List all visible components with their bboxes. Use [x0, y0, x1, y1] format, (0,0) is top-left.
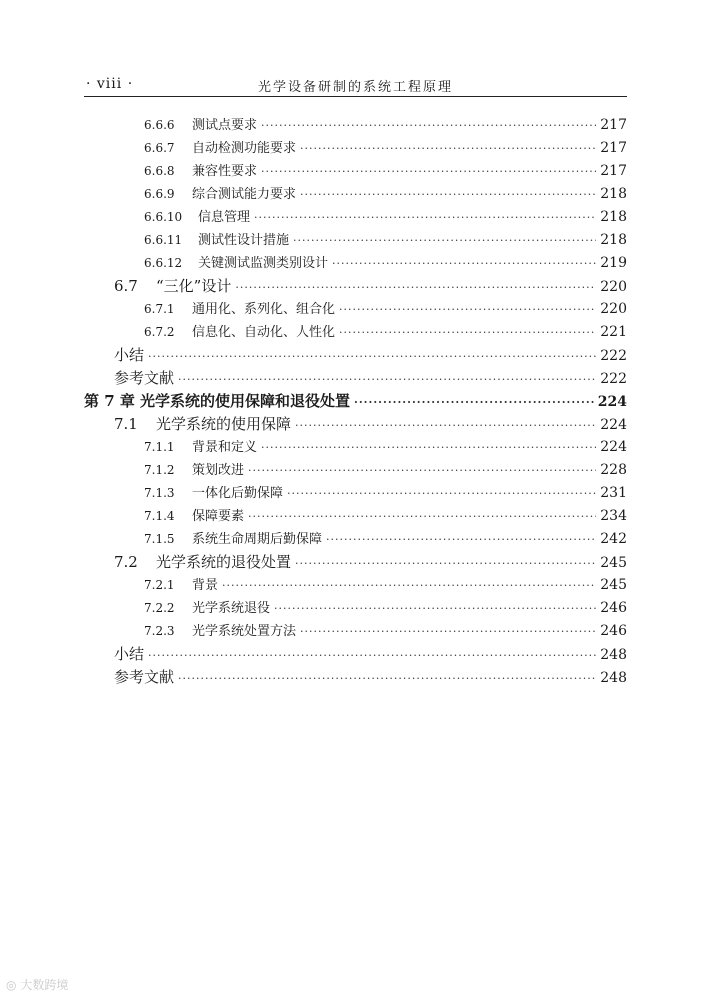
toc-entry-page: 234 [600, 508, 627, 524]
toc-entry-page: 219 [600, 255, 627, 271]
toc-entry-number: 6.6.9 [144, 187, 175, 201]
dot-leader [261, 119, 596, 132]
toc-entry-page: 217 [600, 163, 627, 179]
toc-entry[interactable] [84, 160, 627, 182]
toc-entry-number: 6.7 [114, 277, 138, 295]
toc-section[interactable] [84, 275, 627, 297]
watermark-logo-icon: ◎ [6, 978, 17, 992]
toc-entry-title: 光学系统的使用保障和退役处置 [140, 392, 351, 410]
dot-leader [295, 419, 596, 432]
toc-entry-title: 关键测试监测类别设计 [198, 256, 329, 271]
toc-entry-number: 6.6.11 [144, 233, 183, 247]
toc-entry-page: 222 [600, 348, 627, 364]
toc-entry-page: 218 [600, 186, 627, 202]
toc-entry-title: 一体化后勤保障 [192, 486, 284, 501]
toc-entry[interactable] [84, 620, 627, 642]
toc-entry-title: 策划改进 [192, 463, 245, 478]
toc-entry-title: 通用化、系列化、组合化 [192, 302, 336, 317]
toc-entry-page: 231 [600, 485, 627, 501]
toc-entry-title: 系统生命周期后勤保障 [192, 532, 323, 547]
toc-entry-page: 246 [600, 600, 627, 616]
toc-entry-title: “三化”设计 [156, 277, 232, 295]
toc-entry[interactable] [84, 505, 627, 527]
toc-entry-page: 221 [600, 324, 627, 340]
toc-entry-title: 光学系统的退役处置 [156, 553, 292, 571]
toc-references[interactable] [84, 666, 627, 688]
toc-entry-title: 光学系统退役 [192, 601, 271, 616]
toc-entry-title: 背景和定义 [192, 440, 258, 455]
watermark-text: 大数跨境 [20, 978, 69, 992]
toc-entry-title: 参考文献 [114, 369, 175, 387]
dot-leader [293, 234, 596, 247]
toc-entry-number: 6.7.1 [144, 302, 175, 316]
toc-entry-number: 6.6.12 [144, 256, 183, 270]
toc-entry-title: 信息化、自动化、人性化 [192, 325, 336, 340]
dot-leader [148, 350, 596, 363]
toc-entry-page: 218 [600, 209, 627, 225]
toc-chapter[interactable] [84, 390, 627, 412]
dot-leader [332, 257, 596, 270]
toc-entry-page: 222 [600, 371, 627, 387]
toc-entry[interactable] [84, 482, 627, 504]
toc-entry-number: 6.7.2 [144, 325, 175, 339]
toc-entry-page: 248 [600, 670, 627, 686]
toc-entry-page: 228 [600, 462, 627, 478]
toc-entry-number: 7.1.3 [144, 486, 175, 500]
dot-leader [235, 281, 596, 294]
dot-leader [254, 211, 596, 224]
dot-leader [287, 487, 596, 500]
dot-leader [178, 672, 596, 685]
toc-entry-page: 224 [600, 417, 627, 433]
toc-references[interactable] [84, 367, 627, 389]
toc-entry-title: 信息管理 [198, 210, 251, 225]
toc-entry-page: 224 [597, 394, 627, 410]
toc-entry-number: 6.6.8 [144, 164, 175, 178]
toc-entry-number: 7.2.3 [144, 624, 175, 638]
toc-summary[interactable] [84, 643, 627, 665]
toc-entry-number: 7.2.1 [144, 578, 175, 592]
toc-entry-title: 综合测试能力要求 [192, 187, 297, 202]
toc-entry[interactable] [84, 137, 627, 159]
toc-entry-title: 小结 [114, 346, 145, 364]
dot-leader [248, 464, 596, 477]
toc-entry-title: 测试性设计措施 [198, 233, 290, 248]
toc-entry-title: 自动检测功能要求 [192, 141, 297, 156]
toc-entry-page: 248 [600, 647, 627, 663]
toc-entry-title: 小结 [114, 645, 145, 663]
toc-entry[interactable] [84, 321, 627, 343]
dot-leader [339, 303, 596, 316]
toc-entry[interactable] [84, 574, 627, 596]
dot-leader [326, 533, 596, 546]
toc-entry-page: 217 [600, 117, 627, 133]
dot-leader [248, 510, 596, 523]
toc-entry-number: 7.1.4 [144, 509, 175, 523]
toc-section[interactable] [84, 551, 627, 573]
toc-entry[interactable] [84, 183, 627, 205]
toc-entry-page: 242 [600, 531, 627, 547]
toc-entry[interactable] [84, 206, 627, 228]
dot-leader [178, 373, 596, 386]
toc-entry-page: 245 [600, 577, 627, 593]
toc-entry-number: 7.1.5 [144, 532, 175, 546]
toc-entry-number: 7.1 [114, 415, 138, 433]
toc-entry-number: 7.2.2 [144, 601, 175, 615]
dot-leader [339, 326, 596, 339]
dot-leader [300, 142, 596, 155]
toc-entry[interactable] [84, 298, 627, 320]
toc-entry-number: 6.6.6 [144, 118, 175, 132]
toc-entry[interactable] [84, 229, 627, 251]
book-title: 光学设备研制的系统工程原理 [257, 80, 453, 95]
dot-leader [300, 625, 596, 638]
toc-entry-number: 7.2 [114, 553, 138, 571]
toc-entry[interactable] [84, 459, 627, 481]
dot-leader [295, 557, 596, 570]
toc-entry-title: 光学系统处置方法 [192, 624, 297, 639]
toc-entry[interactable] [84, 252, 627, 274]
dot-leader [261, 441, 596, 454]
toc-section[interactable] [84, 413, 627, 435]
dot-leader [222, 579, 596, 592]
toc-entry-number: 6.6.7 [144, 141, 175, 155]
dot-leader [261, 165, 596, 178]
dot-leader [274, 602, 596, 615]
toc-entry-title: 光学系统的使用保障 [156, 415, 292, 433]
toc-entry[interactable] [84, 528, 627, 550]
page-number: · viii · [86, 76, 134, 92]
toc-entry-title: 测试点要求 [192, 118, 258, 133]
toc-entry-page: 218 [600, 232, 627, 248]
toc-entry-title: 保障要素 [192, 509, 245, 524]
toc-entry[interactable] [84, 436, 627, 458]
toc-entry-page: 224 [600, 439, 627, 455]
toc-entry-number: 6.6.10 [144, 210, 183, 224]
dot-leader [300, 188, 596, 201]
toc-entry-page: 245 [600, 555, 627, 571]
toc-entry-title: 背景 [192, 578, 219, 593]
toc-entry-number: 7.1.1 [144, 440, 175, 454]
watermark [6, 976, 68, 993]
toc-entry-title: 兼容性要求 [192, 164, 258, 179]
toc-chapter-number: 第 7 章 [84, 392, 135, 410]
toc-entry[interactable] [84, 114, 627, 136]
toc-entry-page: 220 [600, 301, 627, 317]
toc-entry-page: 220 [600, 279, 627, 295]
toc-entry[interactable] [84, 597, 627, 619]
dot-leader [148, 649, 596, 662]
dot-leader [354, 396, 594, 409]
toc-entry-page: 217 [600, 140, 627, 156]
toc-entry-title: 参考文献 [114, 668, 175, 686]
running-header [84, 74, 627, 97]
toc-entry-number: 7.1.2 [144, 463, 175, 477]
toc-summary[interactable] [84, 344, 627, 366]
toc-entry-page: 246 [600, 623, 627, 639]
